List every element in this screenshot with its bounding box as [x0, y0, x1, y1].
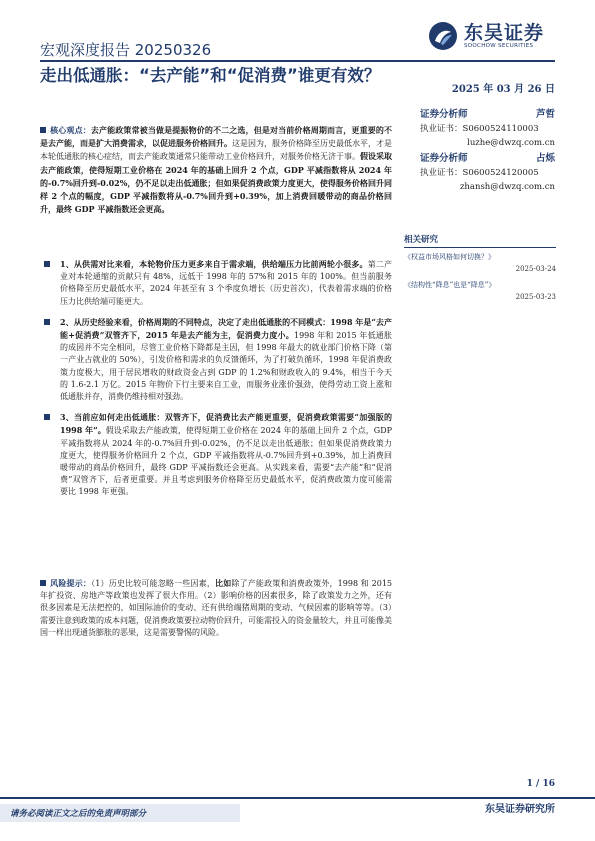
risk-text-1: （1）历史比较可能忽略一些因素，: [91, 579, 216, 588]
core-view: [40, 124, 392, 216]
core-view-bold-2: 假设采取去产能政策，使得短期工业价格在 2024 年的基础上回升 2 个点，GDP 平减指数将从 2024 年的-0.7%回升到-0.02%，仍不足以走出低通胀；但如果促消费政策力度更大，使得服务价格回升同样 2 个点的幅度，GDP 平减指数将从-0.7%回升到+0.39%，加上消费回暖带动的商品价格回升，最终 GDP 平减指数还会更高。: [40, 151, 392, 215]
analyst-2-name: 占烁: [535, 153, 555, 164]
related-research-title: 相关研究: [404, 234, 556, 248]
analyst-2-cert-number: S0600524120005: [462, 168, 539, 178]
disclaimer-note: 请务必阅读正文之后的免责声明部分: [0, 804, 240, 822]
key-point: [60, 258, 392, 308]
bullet-square-icon: [44, 261, 50, 267]
key-point-bold: 3、当前应如何走出低通胀：双管齐下，促消费比去产能更重要，促消费政策需要“加强版的 1998 年”。: [60, 412, 392, 436]
key-points: [60, 258, 392, 507]
core-view-text: 这是因为，服务价格降至历史最低水平，才是本轮低通胀的核心症结，而去产能政策通常只能带动工业价格回升，对服务价格无济于事。: [40, 139, 392, 162]
key-point: [60, 316, 392, 403]
analyst-2-header: [420, 152, 555, 166]
footer-rule: [0, 797, 595, 799]
related-item[interactable]: 《权益市场风格如何切换？》: [404, 253, 495, 261]
analyst-1-name: 芦哲: [535, 109, 555, 120]
analyst-1-cert-label: 执业证书：: [420, 124, 463, 134]
analyst-1-cert-number: S0600524110003: [462, 124, 539, 134]
company-logo: [428, 18, 558, 54]
analyst-1-role: 证券分析师: [420, 109, 468, 120]
bullet-square-icon: [40, 580, 46, 586]
page-title: 走出低通胀：“去产能”和“促消费”谁更有效？: [40, 66, 381, 85]
soochow-logo-icon: [428, 21, 458, 51]
analyst-2-email[interactable]: zhansh@dwzq.com.cn: [459, 182, 555, 192]
report-type: 宏观深度报告 20250326: [40, 41, 212, 59]
risk-bold: 比如: [215, 578, 232, 588]
risk-label: 风险提示：: [50, 578, 92, 588]
key-point-text: 1998 年和 2015 年低通胀的成因并不完全相同，尽管工业价格下降都是主因，但 1998 年最大的就业部门价格下降（第一产业占就业的 50%），引发价格和需求的负反馈循环，为了打破负循环，1998 年促消费政策力度极大，用于居民增收的财政资金占到 GDP 的 1.2%和财政收入的 9.4%，相当于今天的 1.6-2.1 万亿。2015 年物价下行主要来自工业，而服务业涨价强劲，使得劳动工资上涨和低通胀并存，消费仍维持相对强劲。: [60, 331, 392, 402]
analyst-1-cert: [420, 122, 555, 136]
analyst-2-cert: [420, 166, 555, 180]
analyst-2-cert-label: 执业证书：: [420, 168, 463, 178]
header-rule: [40, 60, 555, 62]
bullet-square-icon: [44, 319, 50, 325]
bullet-square-icon: [40, 127, 46, 133]
related-research: [404, 234, 556, 303]
logo-en-text: SOOCHOW SECURITIES: [464, 43, 534, 49]
core-view-bold-1: 去产能政策常被当做是提振物价的不二之选，但是对当前价格周期而言，更重要的不是去产能，而是扩大消费需求，以促进服务价格回升。: [40, 125, 392, 149]
key-point-text: 第二产业对本轮通缩的贡献只有 48%，远低于 1998 年的 57%和 2015 年的 100%。但当前服务价格降至历史最低水平，2024 年甚至有 3 个季度负增长（历史首次），代表着需求端的价格压力比供给端可能更大。: [60, 260, 393, 306]
bullet-square-icon: [44, 414, 50, 420]
key-point-bold: 1、从供需对比来看，本轮物价压力更多来自于需求端，供给端压力比前两轮小很多。: [60, 259, 368, 269]
risk-text-2: 除了产能政策和消费政策外，1998 和 2015 年扩投资、房地产等政策也发挥了很大作用。（2）影响价格的因素很多，除了政策发力之外，还有很多因素是无法把控的，如国际油价的变动、还有供给端猪周期的变动、气候因素的影响等等。（3）需要注意到政策的成本问题，促消费政策要拉动物价回升，可能需投入的资金量较大，并且可能像美国一样出现通货膨胀的恶果，这是需要警惕的风险。: [40, 579, 393, 637]
key-point-bold: 2、从历史经验来看，价格周期的不同特点，决定了走出低通胀的不同模式：1998 年是“去产能+促消费”双管齐下，2015 年是去产能为主，促消费力度小。: [60, 316, 392, 341]
related-item-date: 2025-03-24: [515, 265, 556, 273]
key-point-text: 假设采取去产能政策，使得短期工业价格在 2024 年的基础上回升 2 个点，GDP 平减指数将从 2024 年的-0.7%回升到-0.02%，仍不足以走出低通胀；但如果促消费政策力度更大，使得服务价格回升 2 个点，GDP 平减指数将从-0.7%回升到+0.39%，加上消费回暖带动的商品价格回升，最终 GDP 平减指数还会更高。从实践来看，需要“去产能”和“促消费”双管齐下，后者更重要。并且考虑到服务价格降至历史最低水平，促消费政策力度可能需要比 1998 年更强。: [60, 426, 392, 497]
risk-warning: [40, 577, 392, 639]
key-point: [60, 411, 392, 498]
core-view-label: 核心观点：: [50, 125, 91, 135]
logo-cn-text: 东吴证券: [464, 22, 545, 44]
analyst-2-role: 证券分析师: [420, 153, 468, 164]
analyst-1-email[interactable]: luzhe@dwzq.com.cn: [467, 138, 555, 148]
related-item[interactable]: 《结构性“降息”也是“降息”》: [404, 281, 496, 289]
analyst-block: [420, 108, 555, 194]
report-date: 2025 年 03 月 26 日: [451, 84, 555, 95]
page-number: 1 / 16: [526, 779, 555, 789]
related-item-date: 2025-03-23: [515, 293, 556, 301]
footer-org: 东吴证券研究所: [485, 804, 555, 815]
analyst-1-header: [420, 108, 555, 122]
